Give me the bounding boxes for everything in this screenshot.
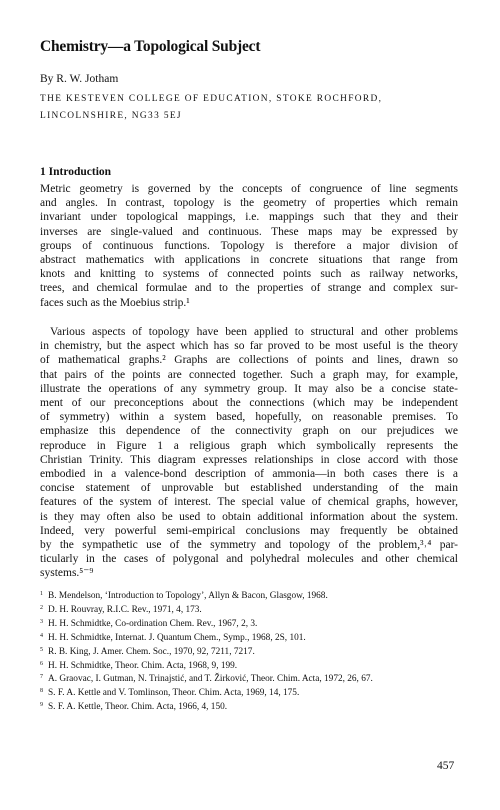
page-number: 457: [437, 760, 455, 772]
footnote-number: 8: [40, 688, 43, 695]
article-title: Chemistry—a Topological Subject: [40, 38, 261, 55]
footnote-text: B. Mendelson, ‘Introduction to Topology’, Allyn & Bacon, Glasgow, 1968.: [48, 591, 328, 601]
footnote-number: 7: [40, 674, 43, 681]
text-line: of symmetry) within a system based, hopefully, on reasonable premises. To: [40, 411, 458, 424]
text-line: Christian Trinity. This diagram expresses relationships in close accord with those: [40, 453, 458, 466]
footnote-text: H. H. Schmidtke, Theor. Chim. Acta, 1968, 9, 199.: [48, 660, 238, 671]
text-line: and angles. In contrast, topology is the geometry of properties which remain: [40, 197, 458, 210]
footnote: [40, 659, 470, 673]
footnotes: [40, 589, 470, 714]
text-line: by the sympathetic use of the symmetry and topology of the problem,³˒⁴ par-: [40, 539, 458, 552]
text-line: faces such as the Moebius strip.¹: [40, 296, 190, 309]
footnote-text: H. H. Schmidtke, Co-ordination Chem. Rev., 1967, 2, 3.: [48, 618, 258, 629]
text-line: abstract mathematics with applications in concrete situations that range from: [40, 254, 458, 267]
footnote: [40, 589, 470, 603]
text-line: that pairs of the points are connected together. Such a graph may, for example,: [40, 368, 458, 381]
text-line: inverses are single-valued and continuous. These maps may be expressed by: [40, 225, 458, 238]
footnote: [40, 603, 470, 617]
footnote-number: 3: [40, 618, 43, 625]
section-heading: 1 Introduction: [40, 166, 112, 178]
footnote-number: 9: [40, 702, 43, 709]
paragraph-2: [40, 325, 458, 581]
text-line: invariant under topological mappings, i.e. mappings such that they and their: [40, 211, 458, 224]
footnote-number: 5: [40, 646, 43, 653]
footnote-number: 4: [40, 632, 43, 639]
text-line: features of the system of interest. The special value of chemical graphs, however,: [40, 496, 458, 509]
text-line: emphasize this dependence of the connectivity graph on our prejudices we: [40, 425, 458, 438]
affiliation-line: THE KESTEVEN COLLEGE OF EDUCATION, STOKE ROCHFORD,: [40, 94, 383, 104]
footnote-text: A. Graovac, I. Gutman, N. Trinajstić, and T. Žirković, Theor. Chim. Acta, 1972, 26, 67.: [48, 674, 373, 685]
footnote: [40, 631, 470, 645]
author-line: By R. W. Jotham: [40, 73, 119, 85]
text-line: concise statement of unprovable but established understanding of the main: [40, 482, 458, 495]
affiliation: [40, 91, 470, 125]
text-line: reproduce in Figure 1 a religious graph which symbolically represents the: [40, 439, 458, 452]
footnote: [40, 672, 470, 686]
affiliation-line: LINCOLNSHIRE, NG33 5EJ: [40, 111, 182, 121]
text-line: embodied in a valence-bond description of ammonia—in both cases there is a: [40, 468, 458, 481]
footnote-text: S. F. A. Kettle, Theor. Chim. Acta, 1966, 4, 150.: [48, 702, 228, 713]
footnote: [40, 700, 470, 714]
footnote-number: 6: [40, 660, 43, 667]
text-line: Various aspects of topology have been applied to structural and other problems: [50, 326, 458, 338]
text-line: is they may often also be used to obtain additional information about the system.: [40, 510, 458, 523]
text-line: trees, and chemical formulae and to the properties of strange and complex sur-: [40, 282, 458, 295]
text-line: ment of our preconceptions about the connections (which may be independent: [40, 397, 458, 410]
text-line: of mathematical graphs.² Graphs are collections of points and lines, drawn so: [40, 354, 458, 367]
text-line: in chemistry, but the aspect which has so far proved to be most useful is the theory: [40, 340, 458, 353]
text-line: groups of continuous functions. Topology is therefore a major division of: [40, 239, 458, 252]
text-line: knots and knitting to systems of connected points such as railway networks,: [40, 268, 458, 281]
footnote: [40, 645, 470, 659]
footnote-text: H. H. Schmidtke, Internat. J. Quantum Chem., Symp., 1968, 2S, 101.: [48, 632, 306, 643]
footnote: [40, 617, 470, 631]
paragraph-1: [40, 182, 458, 310]
footnote-text: R. B. King, J. Amer. Chem. Soc., 1970, 92, 7211, 7217.: [48, 646, 255, 657]
footnote-text: S. F. A. Kettle and V. Tomlinson, Theor. Chim. Acta, 1969, 14, 175.: [48, 688, 300, 699]
footnote: [40, 686, 470, 700]
footnote-text: D. H. Rouvray, R.I.C. Rev., 1971, 4, 173.: [48, 604, 202, 615]
text-line: Metric geometry is governed by the concepts of congruence of line segments: [40, 183, 458, 195]
text-line: Indeed, very powerful semi-empirical conclusions may frequently be obtained: [40, 524, 458, 537]
footnote-number: 2: [40, 604, 43, 611]
footnote-number: 1: [40, 591, 43, 597]
text-line: illustrate the operations of any symmetry group. It may also be a concise state-: [40, 382, 458, 395]
text-line: ticularly in the cases of polygonal and polyhedral molecules and other chemical: [40, 553, 458, 566]
text-line: systems.⁵⁻⁹: [40, 567, 94, 580]
